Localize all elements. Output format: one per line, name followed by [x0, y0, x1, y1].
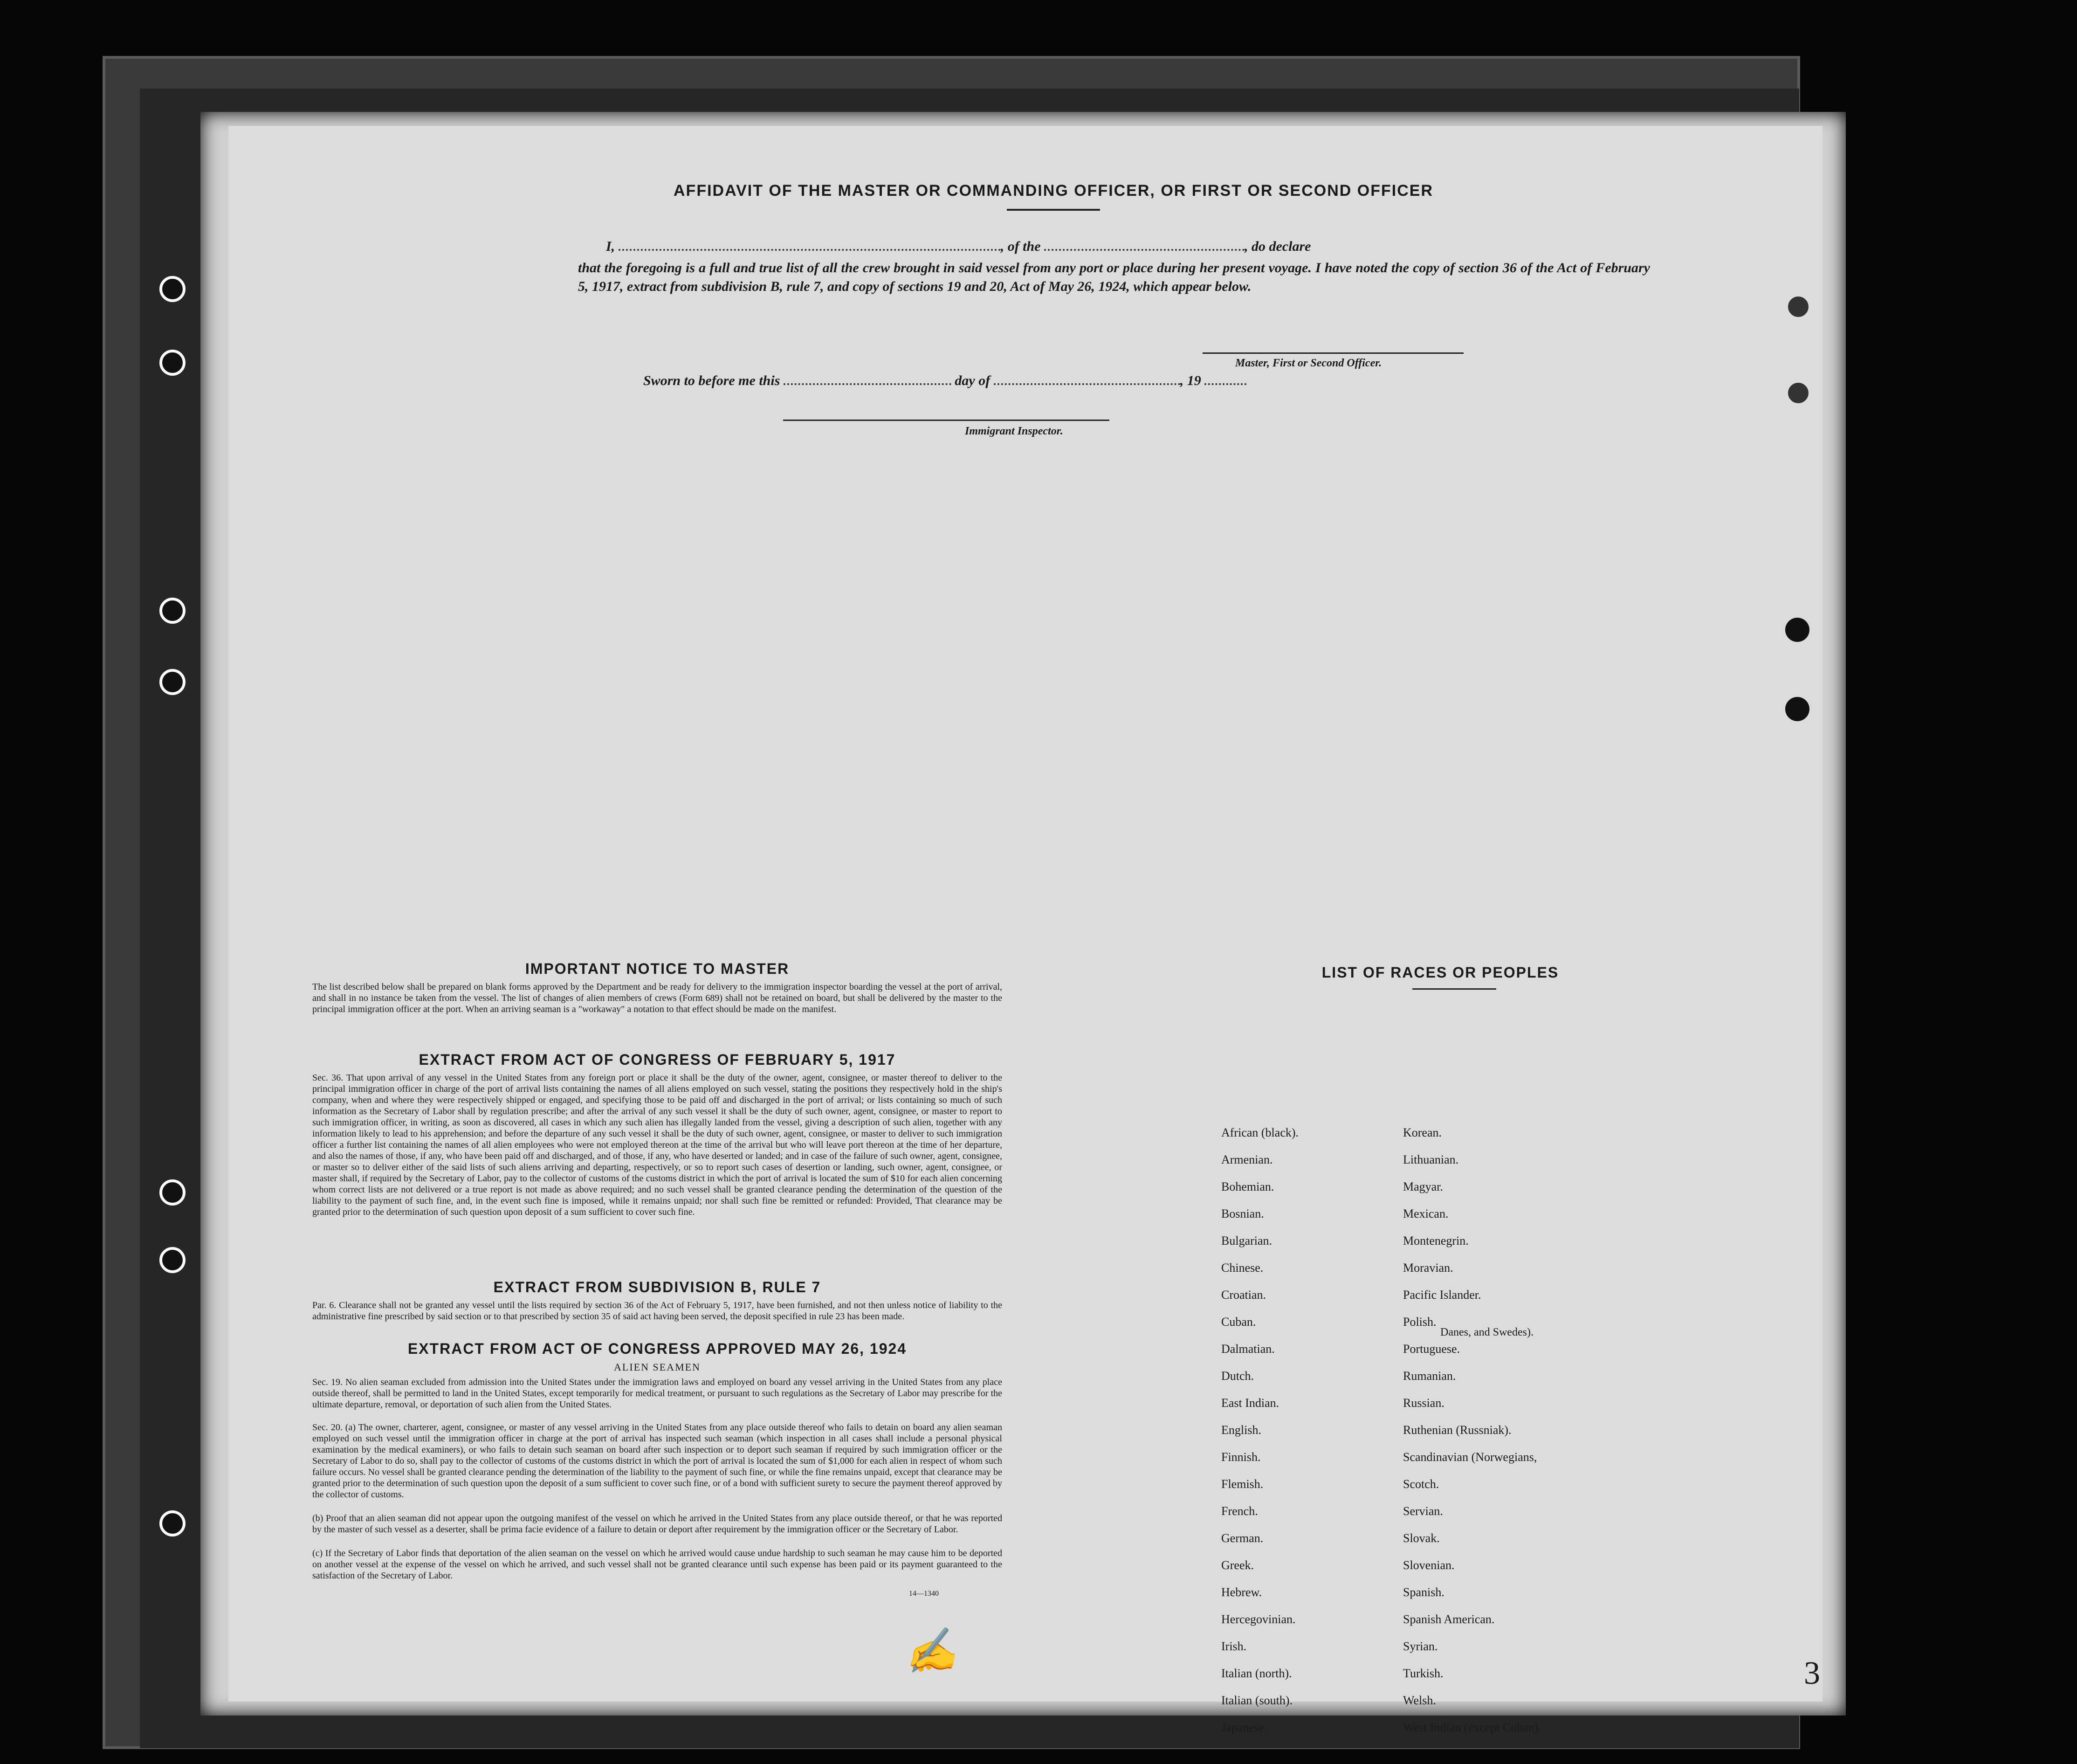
race-item: Croatian.: [1221, 1288, 1266, 1302]
notice-body: The list described below shall be prepared on blank forms approved by the Department and be ready for delivery to the immigration inspector boarding the vessel at the port of arrival, and shall in no instance be taken from the vessel. The list of changes of alien members of crews (Form 689) shall not be retained on board, but shall be delivered by the master to the principal immigration officer at the port. When an arriving seaman is a "workaway" a notation to that effect should be made on the manifest.: [312, 982, 1002, 1014]
race-item: Hebrew.: [1221, 1585, 1262, 1599]
binder-hole: [159, 1247, 186, 1273]
affidavit-i-label: I,: [606, 239, 615, 254]
extract-1917-title: EXTRACT FROM ACT OF CONGRESS OF FEBRUARY 5, 1917: [419, 1051, 896, 1068]
punched-hole: [1785, 618, 1809, 642]
sworn-date-blank: [784, 383, 951, 385]
race-item: German.: [1221, 1531, 1264, 1545]
race-item: Cuban.: [1221, 1315, 1256, 1329]
affidavit-declaration-line: [606, 239, 1650, 255]
binder-hole: [1785, 294, 1811, 320]
sworn-year-label: , 19: [1180, 373, 1201, 388]
section-20a: Sec. 20. (a) The owner, charterer, agent, consignee, or master of any vessel arriving in the United States from any place outside thereof who fails to detain on board any alien seaman employed on such vessel until the immigration officer in charge at the port of arrival has inspected such seaman (which inspection in all cases shall include a personal physical examination by the medical examiners), or who fails to detain such seaman on board after such inspection or to deport such seaman if required by such immigration officer or the Secretary of Labor to do so, shall pay to the collector of customs of the customs district in which the port of arrival is located the sum of $1,000 for each alien in respect of whom such failure occurs. No vessel shall be granted clearance pending the determination of the liability to the payment of such fine, or while the fine remains unpaid, except that clearance may be granted prior to the determination of such question upon the deposit of a sum sufficient to cover such fine, or of a bond with sufficient surety to secure the payment thereof approved by the collector of customs.: [312, 1422, 1002, 1500]
race-item: Bohemian.: [1221, 1180, 1274, 1193]
binder-hole: [159, 350, 186, 376]
race-item: Russian.: [1403, 1396, 1444, 1410]
race-item: Syrian.: [1403, 1640, 1438, 1653]
race-item: Turkish.: [1403, 1667, 1444, 1680]
affidavit-body: that the foregoing is a full and true list of all the crew brought in said vessel from any port or place during her present voyage. I have noted the copy of section 36 of the Act of February 5, 1917, extract from subdivision B, rule 7, and copy of sections 19 and 20, Act of May 26, 1924, which appear below.: [578, 260, 1650, 294]
binder-hole: [159, 1179, 186, 1206]
race-item: Montenegrin.: [1403, 1234, 1469, 1247]
race-item: Spanish American.: [1403, 1612, 1495, 1626]
race-item: Moravian.: [1403, 1261, 1453, 1275]
master-caption: Master, First or Second Officer.: [1235, 357, 1382, 369]
sworn-year-blank: [1204, 383, 1246, 385]
notice-title: IMPORTANT NOTICE TO MASTER: [525, 960, 790, 977]
race-item: Welsh.: [1403, 1694, 1436, 1707]
race-item: Slovak.: [1403, 1531, 1440, 1545]
extract-1917-body: Sec. 36. That upon arrival of any vessel in the United States from any foreign port or place it shall be the duty of the owner, agent, consignee, or master thereof to deliver to the principal immigration officer in charge of the port of arrival lists containing the names of all aliens employed on such vessel, stating the positions they respectively hold in the ship's company, when and where they were respectively shipped or engaged, and specifying those to be paid off and discharged in the port of arrival; or lists containing so much of such information as the Secretary of Labor shall by regulation prescribe; and after the arrival of any such vessel it shall be the duty of such owner, agent, consignee, or master to report to such immigration officer, in writing, as soon as discovered, all cases in which any such alien has illegally landed from the vessel, giving a description of such alien, together with any information likely to lead to his apprehension; and before the departure of any such vessel it shall be the duty of such owner, agent, consignee, or master to deliver to such immigration officer a further list containing the names of all alien employees who were not employed thereon at the time of the arrival but who will leave port thereon at the time of her departure, and also the names of those, if any, who have been paid off and discharged, and of those, if any, who have deserted or landed; and in case of the failure of such owner, agent, consignee, or master so to deliver either of the said lists of such aliens arriving and departing, respectively, or so to report such cases of desertion or landing, such owner, agent, consignee, or master shall, if required by the Secretary of Labor, pay to the collector of customs of the customs district in which the port of arrival is located the sum of $10 for each alien concerning whom correct lists are not delivered or a true report is not made as above required; and no such vessel shall be granted clearance pending the determination of the question of the liability to the payment of such fine, and, in the event such fine is imposed, while it remains unpaid; nor shall such fine be remitted or refunded: Provided, That clearance may be granted prior to the determination of such question upon deposit of a sum sufficient to cover such fine.: [312, 1073, 1002, 1217]
faint-signature: ✍: [902, 1626, 959, 1678]
page-mark: 3: [1804, 1655, 1820, 1691]
sworn-line: [643, 373, 1342, 389]
rule-7-body: Par. 6. Clearance shall not be granted any vessel until the lists required by section 36 of the Act of February 5, 1917, have been furnished, and not then unless notice of liability to the administrative fine prescribed by said section or to that prescribed by section 35 of said act having been served, the deposit specified in rule 23 has been made.: [312, 1300, 1002, 1322]
race-item: Polish.: [1403, 1315, 1437, 1329]
race-item: Ruthenian (Russniak).: [1403, 1423, 1512, 1437]
alien-seamen-subtitle: ALIEN SEAMEN: [614, 1361, 701, 1373]
section-19: Sec. 19. No alien seaman excluded from admission into the United States under the immigration laws and employed on board any vessel arriving in the United States from any place outside thereof, shall be permitted to land in the United States, except temporarily for medical treatment, or pursuant to such regulations as the Secretary of Labor may prescribe for the ultimate departure, removal, or deportation of such alien from the United States.: [312, 1377, 1002, 1410]
race-item: Spanish.: [1403, 1585, 1444, 1599]
race-item: Greek.: [1221, 1558, 1254, 1572]
race-item: Hercegovinian.: [1221, 1612, 1296, 1626]
race-item: Magyar.: [1403, 1180, 1443, 1193]
race-item: Italian (north).: [1221, 1667, 1292, 1680]
race-item: Lithuanian.: [1403, 1153, 1459, 1166]
race-scandinavian-continued: Danes, and Swedes).: [1440, 1326, 1534, 1338]
race-item: Japanese.: [1221, 1721, 1267, 1734]
punched-hole: [1785, 697, 1809, 721]
title-rule: [1007, 209, 1100, 211]
affidavit-of-label: , of the: [1000, 239, 1041, 254]
race-item: Mexican.: [1403, 1207, 1449, 1220]
sworn-day-label: day of: [955, 373, 990, 388]
race-item: Pacific Islander.: [1403, 1288, 1481, 1302]
binder-hole: [1785, 380, 1811, 406]
form-number: 14—1340: [909, 1590, 939, 1598]
race-item: English.: [1221, 1423, 1261, 1437]
race-item: Korean.: [1403, 1126, 1442, 1139]
race-item: East Indian.: [1221, 1396, 1279, 1410]
inspector-caption: Immigrant Inspector.: [965, 425, 1063, 437]
rule-7-title: EXTRACT FROM SUBDIVISION B, RULE 7: [493, 1279, 821, 1295]
race-item: Scandinavian (Norwegians,: [1403, 1450, 1537, 1464]
binder-hole: [159, 276, 186, 302]
inspector-signature-line: [783, 420, 1109, 421]
race-item: Dalmatian.: [1221, 1342, 1275, 1356]
vessel-blank: [1044, 249, 1245, 251]
race-item: Flemish.: [1221, 1477, 1264, 1491]
master-signature-line: [1203, 352, 1464, 354]
extract-1924-title: EXTRACT FROM ACT OF CONGRESS APPROVED MAY 26, 1924: [407, 1340, 907, 1357]
affidavit-title: AFFIDAVIT OF THE MASTER OR COMMANDING OFFICER, OR FIRST OR SECOND OFFICER: [674, 182, 1433, 200]
race-item: West Indian (except Cuban).: [1403, 1721, 1541, 1734]
sworn-prefix: Sworn to before me this: [643, 373, 780, 388]
race-item: Rumanian.: [1403, 1369, 1456, 1383]
race-item: Bulgarian.: [1221, 1234, 1272, 1247]
binder-hole: [159, 598, 186, 624]
race-item: Dutch.: [1221, 1369, 1254, 1383]
race-item: Bosnian.: [1221, 1207, 1264, 1220]
race-item: Italian (south).: [1221, 1694, 1293, 1707]
race-item: Slovenian.: [1403, 1558, 1455, 1572]
name-blank: [619, 249, 1001, 251]
race-item: French.: [1221, 1504, 1258, 1518]
document-body: [228, 126, 1823, 1734]
document-sheet: [200, 112, 1846, 1734]
race-item: Scotch.: [1403, 1477, 1439, 1491]
sworn-month-blank: [994, 383, 1180, 385]
affidavit-declare-label: , do declare: [1245, 239, 1311, 254]
race-item: Armenian.: [1221, 1153, 1273, 1166]
races-title-rule: [1412, 988, 1496, 990]
section-20c: (c) If the Secretary of Labor finds that deportation of the alien seaman on the vessel on which he arrived would cause undue hardship to such seaman he may cause him to be deported on another vessel at the expense of the vessel on which he arrived, and such vessel shall not be granted clearance until such expense has been paid or its payment guaranteed to the satisfaction of the Secretary of Labor.: [312, 1548, 1002, 1581]
binder-hole: [159, 1510, 186, 1537]
races-title: LIST OF RACES OR PEOPLES: [1321, 964, 1559, 981]
race-item: Servian.: [1403, 1504, 1443, 1518]
race-item: Finnish.: [1221, 1450, 1261, 1464]
race-item: Portuguese.: [1403, 1342, 1460, 1356]
section-20b: (b) Proof that an alien seaman did not appear upon the outgoing manifest of the vessel on which he arrived in the United States from any place outside thereof, or that he was reported by the master of such vessel as a deserter, shall be prima facie evidence of a failure to detain or deport after requirement by the immigration officer or the Secretary of Labor.: [312, 1513, 1002, 1535]
race-item: African (black).: [1221, 1126, 1299, 1139]
race-item: Irish.: [1221, 1640, 1247, 1653]
binder-hole: [159, 669, 186, 695]
race-item: Chinese.: [1221, 1261, 1264, 1275]
